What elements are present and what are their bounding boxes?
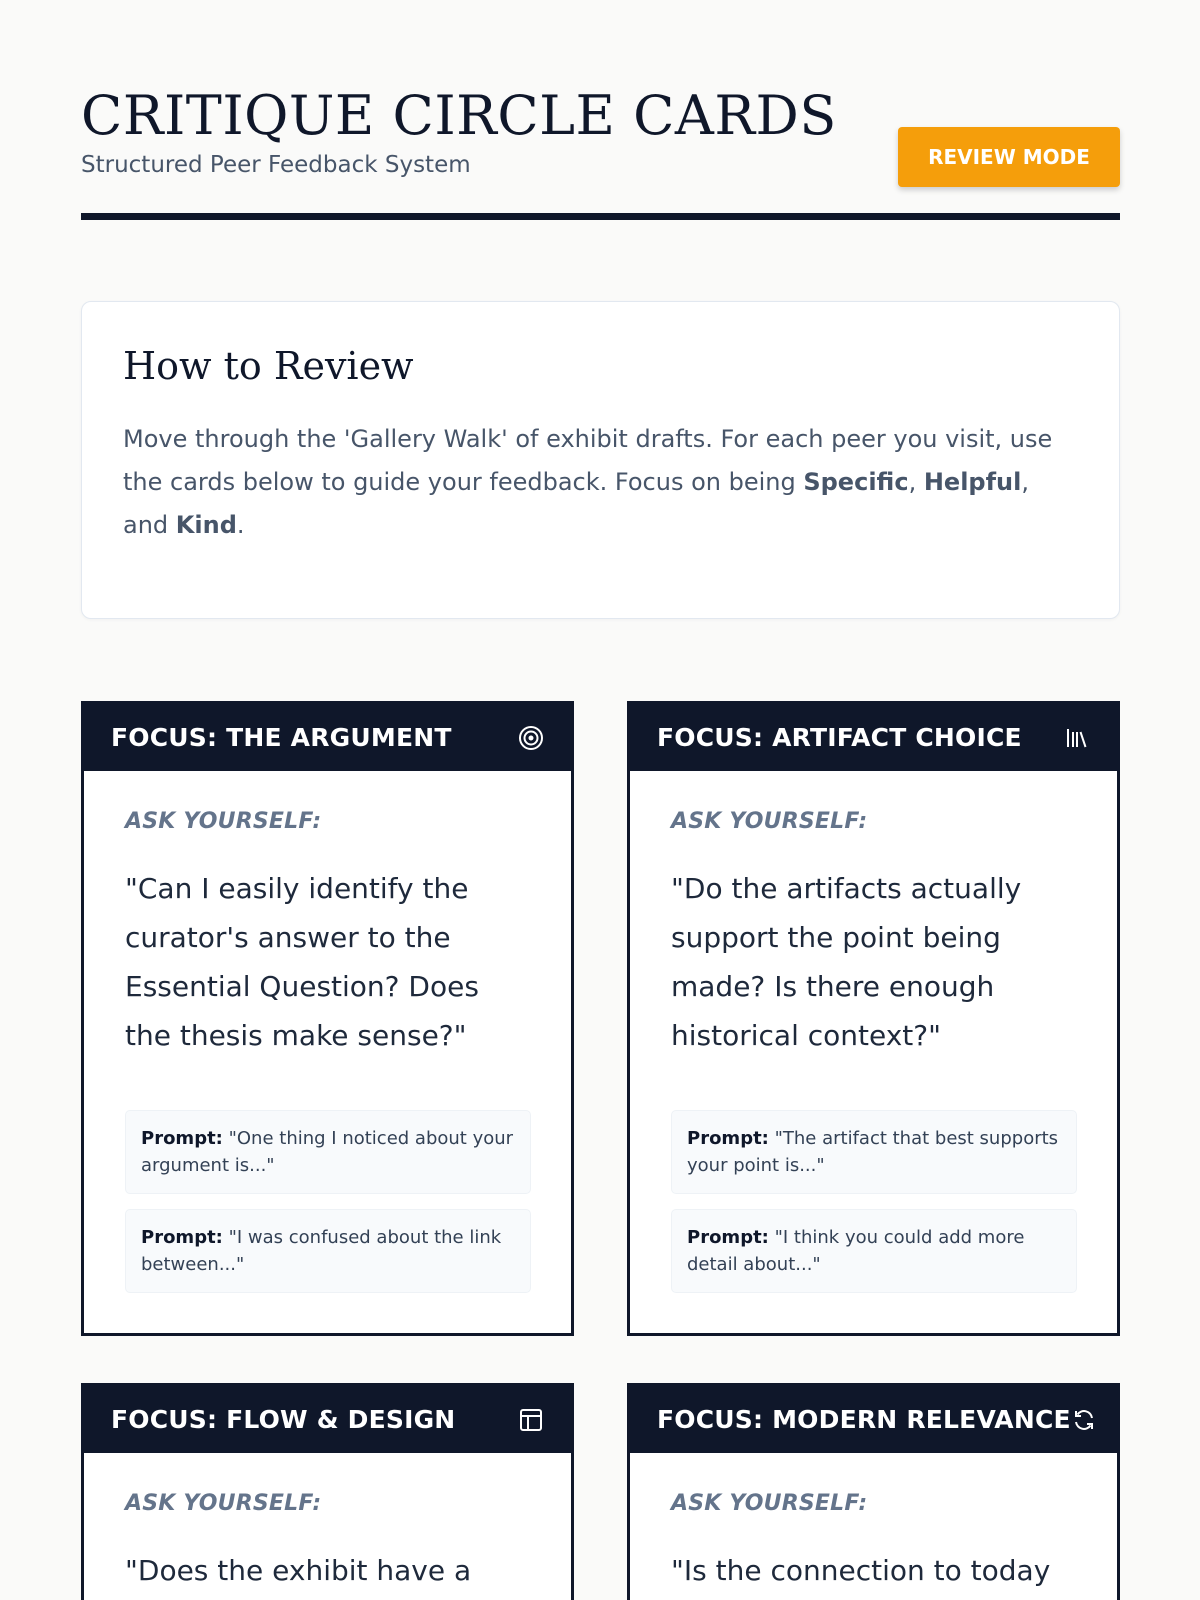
card-question: "Is the connection to today: [671, 1554, 1051, 1587]
prompt-item: [125, 1209, 531, 1293]
how-to-review-panel: [81, 301, 1120, 619]
card-header: [630, 1386, 1117, 1453]
critique-card-argument: [81, 701, 574, 1336]
prompt-item: [125, 1110, 531, 1194]
card-title: FOCUS: MODERN RELEVANCE: [657, 1405, 1071, 1434]
info-end: .: [236, 511, 245, 539]
header-divider: [81, 213, 1120, 220]
info-sep: , and: [123, 468, 1029, 539]
prompt-label: Prompt:: [141, 1128, 223, 1149]
keyword-specific: Specific: [803, 468, 909, 496]
critique-card-modern-relevance: [627, 1383, 1120, 1600]
card-question: "Does the exhibit have a: [125, 1554, 472, 1587]
prompt-list: [125, 1110, 531, 1333]
card-header: [84, 1386, 571, 1453]
page-title: CRITIQUE CIRCLE CARDS: [81, 84, 837, 147]
ask-yourself-label: ASK YOURSELF:: [671, 809, 868, 834]
card-header: [630, 704, 1117, 771]
info-sep: ,: [908, 468, 924, 496]
ask-yourself-label: ASK YOURSELF:: [125, 1491, 322, 1516]
info-text: [123, 418, 1078, 547]
prompt-label: Prompt:: [687, 1227, 769, 1248]
page-subtitle: Structured Peer Feedback System: [81, 152, 471, 178]
prompt-text: "The artifact that best supports your point is...": [687, 1128, 1059, 1176]
prompt-list: [671, 1110, 1077, 1333]
refresh-icon: [1071, 1406, 1097, 1434]
info-title: How to Review: [123, 344, 414, 388]
review-mode-button[interactable]: REVIEW MODE: [898, 127, 1120, 187]
card-question: "Do the artifacts actually support the point being made? Is there enough historical context?": [671, 872, 1022, 1052]
card-header: [84, 704, 571, 771]
target-icon: [517, 724, 545, 752]
card-title: FOCUS: FLOW & DESIGN: [111, 1405, 456, 1434]
prompt-text: "One thing I noticed about your argument is...": [141, 1128, 514, 1176]
prompt-label: Prompt:: [141, 1227, 223, 1248]
books-icon: [1063, 724, 1091, 752]
ask-yourself-label: ASK YOURSELF:: [125, 809, 322, 834]
keyword-kind: Kind: [175, 511, 237, 539]
keyword-helpful: Helpful: [923, 468, 1022, 496]
card-title: FOCUS: THE ARGUMENT: [111, 723, 452, 752]
prompt-item: [671, 1110, 1077, 1194]
prompt-label: Prompt:: [687, 1128, 769, 1149]
info-text-intro: Move through the 'Gallery Walk' of exhibit drafts. For each peer you visit, use the cards below to guide your feedback. Focus on being: [123, 425, 1053, 496]
card-question: "Can I easily identify the curator's answer to the Essential Question? Does the thesis make sense?": [125, 872, 479, 1052]
prompt-text: "I think you could add more detail about...": [687, 1227, 1025, 1275]
card-title: FOCUS: ARTIFACT CHOICE: [657, 723, 1022, 752]
critique-card-flow-design: [81, 1383, 574, 1600]
page: [81, 0, 1120, 1587]
prompt-item: [671, 1209, 1077, 1293]
critique-card-artifact-choice: [627, 701, 1120, 1336]
layout-icon: [517, 1406, 545, 1434]
ask-yourself-label: ASK YOURSELF:: [671, 1491, 868, 1516]
prompt-text: "I was confused about the link between...": [141, 1227, 502, 1275]
page-header: [81, 0, 1120, 220]
